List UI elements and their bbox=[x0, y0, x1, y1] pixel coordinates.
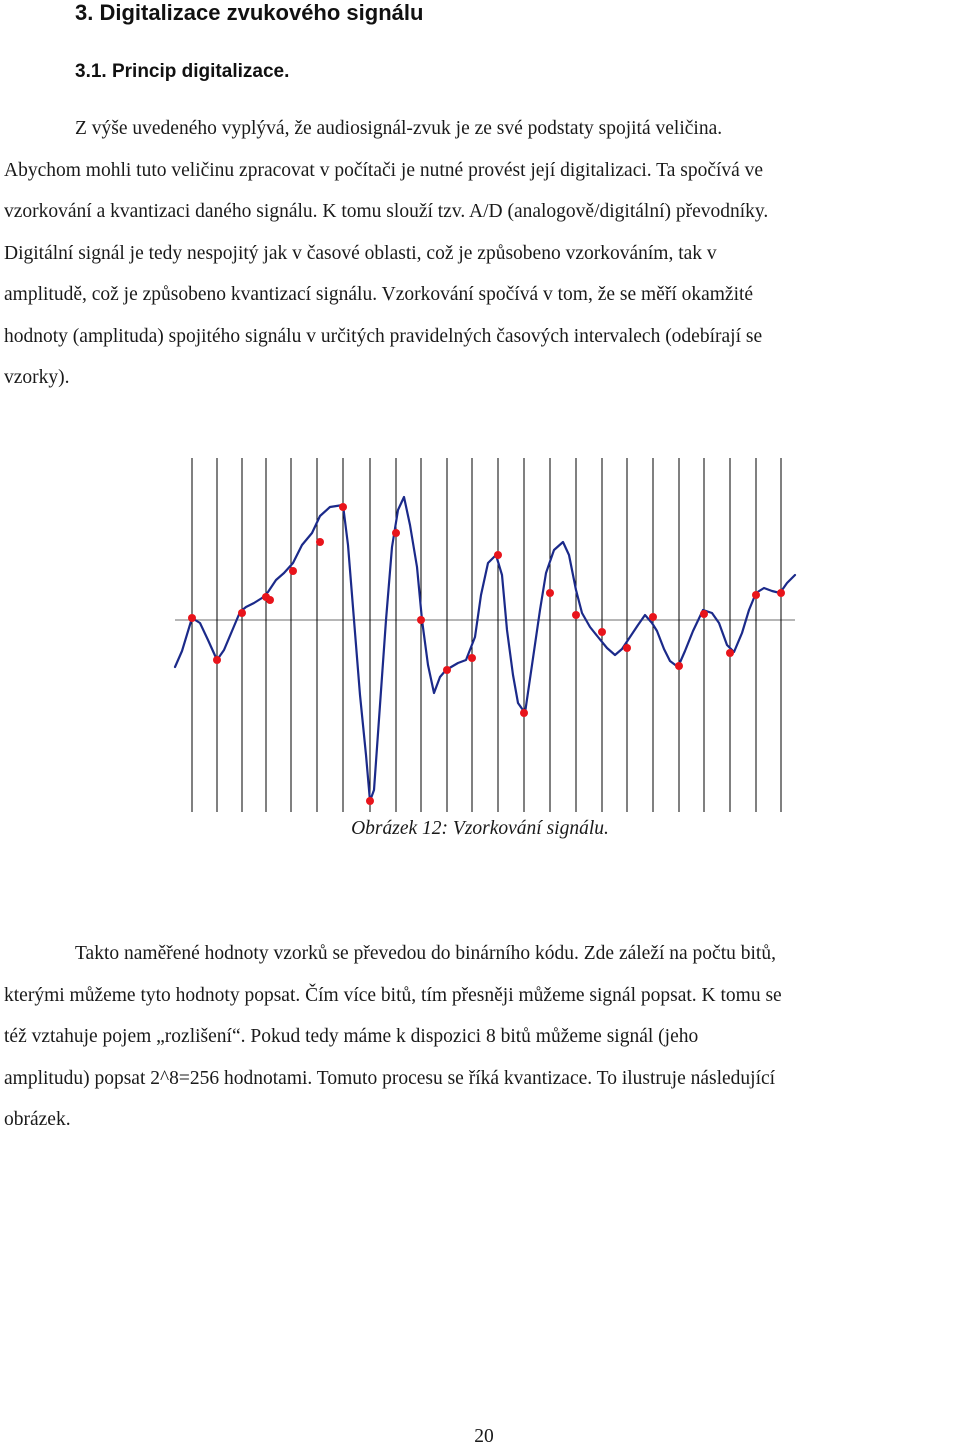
text-line: též vztahuje pojem „rozlišení“. Pokud tedy máme k dispozici 8 bitů můžeme signál (jeho bbox=[4, 1026, 699, 1047]
text-line: vzorkování a kvantizaci daného signálu. K tomu slouží tzv. A/D (analogově/digitální) převodníky. bbox=[4, 201, 769, 222]
sample-point bbox=[289, 567, 297, 575]
sample-point bbox=[443, 666, 451, 674]
text-line: kterými můžeme tyto hodnoty popsat. Čím více bitů, tím přesněji můžeme signál popsat. K tomu se bbox=[4, 984, 782, 1006]
text-line: Z výše uvedeného vyplývá, že audiosignál-zvuk je ze své podstaty spojitá veličina. bbox=[75, 118, 723, 139]
sample-point bbox=[675, 662, 683, 670]
sample-point bbox=[572, 611, 580, 619]
text-line: vzorky). bbox=[4, 367, 70, 388]
sample-point bbox=[623, 644, 631, 652]
sample-point bbox=[494, 551, 502, 559]
sampling-figure bbox=[160, 455, 800, 815]
sample-point bbox=[546, 589, 554, 597]
sample-point bbox=[316, 538, 324, 546]
sample-point bbox=[213, 656, 221, 664]
paragraph-intro bbox=[4, 108, 958, 399]
text-line: Digitální signál je tedy nespojitý jak v časové oblasti, což je způsobeno vzorkováním, tak v bbox=[4, 242, 717, 264]
sample-point bbox=[520, 709, 528, 717]
text-line: obrázek. bbox=[4, 1109, 71, 1130]
text-line: hodnoty (amplituda) spojitého signálu v určitých pravidelných časových intervalech (odebírají se bbox=[4, 325, 763, 347]
sample-point bbox=[700, 610, 708, 618]
analog-signal-curve bbox=[175, 497, 795, 801]
figure-caption: Obrázek 12: Vzorkování signálu. bbox=[351, 818, 609, 839]
sample-point bbox=[649, 613, 657, 621]
text-line: Abychom mohli tuto veličinu zpracovat v počítači je nutné provést její digitalizaci. Ta spočívá ve bbox=[4, 159, 764, 181]
page-number: 20 bbox=[474, 1426, 494, 1447]
paragraph-quantization bbox=[4, 933, 958, 1141]
sample-point bbox=[392, 529, 400, 537]
text-line: amplitudě, což je způsobeno kvantizací signálu. Vzorkování spočívá v tom, že se měří okamžité bbox=[4, 284, 754, 305]
sampling-diagram bbox=[160, 455, 800, 815]
sample-point bbox=[188, 614, 196, 622]
sample-point bbox=[468, 654, 476, 662]
sample-point bbox=[726, 649, 734, 657]
sample-point bbox=[339, 503, 347, 511]
sample-point bbox=[417, 616, 425, 624]
text-line: amplitudu) popsat 2^8=256 hodnotami. Tomuto procesu se říká kvantizace. To ilustruje následující bbox=[4, 1067, 776, 1089]
sample-point bbox=[598, 628, 606, 636]
sample-point bbox=[777, 589, 785, 597]
sample-point bbox=[238, 609, 246, 617]
sample-point bbox=[366, 797, 374, 805]
sample-point bbox=[266, 596, 274, 604]
sample-point bbox=[752, 591, 760, 599]
text-line: Takto naměřené hodnoty vzorků se převedou do binárního kódu. Zde záleží na počtu bitů, bbox=[75, 943, 776, 964]
subsection-heading: 3.1. Princip digitalizace. bbox=[75, 61, 290, 82]
section-heading: 3. Digitalizace zvukového signálu bbox=[75, 0, 424, 25]
